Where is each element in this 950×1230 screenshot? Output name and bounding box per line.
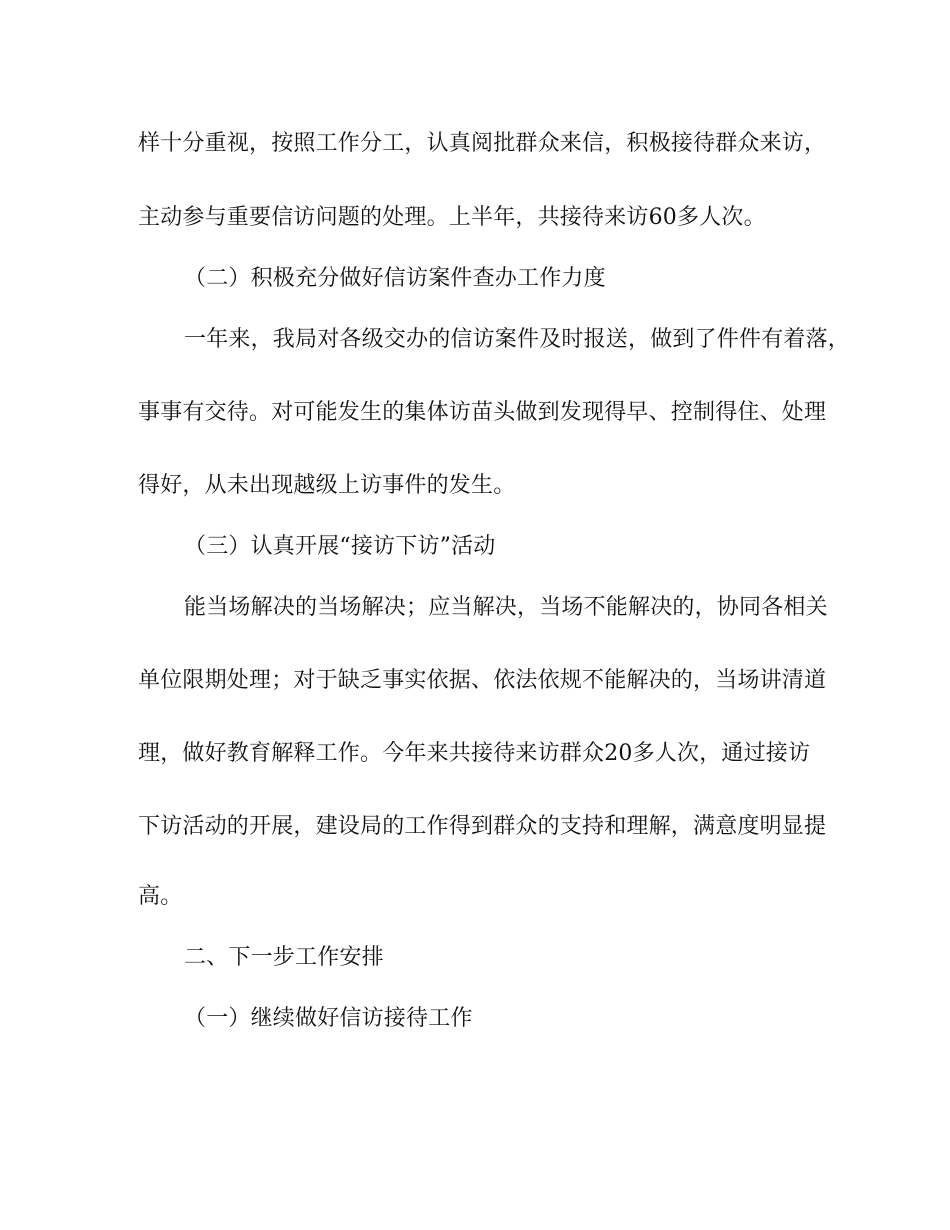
paragraph-line: 单位限期处理；对于缺乏事实依据、依法依规不能解决的，当场讲清道 xyxy=(138,668,827,693)
paragraph-line: 样十分重视，按照工作分工，认真阅批群众来信，积极接待群众来访， xyxy=(138,131,827,156)
section-heading: （一）继续做好信访接待工作 xyxy=(184,1006,473,1031)
paragraph-line: 能当场解决的当场解决；应当解决，当场不能解决的，协同各相关 xyxy=(184,595,828,620)
paragraph-line: 理，做好教育解释工作。今年来共接待来访群众20多人次，通过接访 xyxy=(138,741,811,766)
paragraph-line: 下访活动的开展，建设局的工作得到群众的支持和理解，满意度明显提 xyxy=(138,814,827,839)
paragraph-line: 主动参与重要信访问题的处理。上半年，共接待来访60多人次。 xyxy=(138,205,766,230)
section-heading: 二、下一步工作安排 xyxy=(184,945,384,970)
section-heading: （二）积极充分做好信访案件查办工作力度 xyxy=(184,266,606,291)
paragraph-line: 事事有交待。对可能发生的集体访苗头做到发现得早、控制得住、处理 xyxy=(138,400,827,425)
paragraph-line: 得好，从未出现越级上访事件的发生。 xyxy=(138,473,516,498)
paragraph-line: 一年来，我局对各级交办的信访案件及时报送，做到了件件有着落， xyxy=(184,327,851,352)
paragraph-line: 高。 xyxy=(138,884,183,909)
section-heading: （三）认真开展“接访下访”活动 xyxy=(184,534,496,559)
